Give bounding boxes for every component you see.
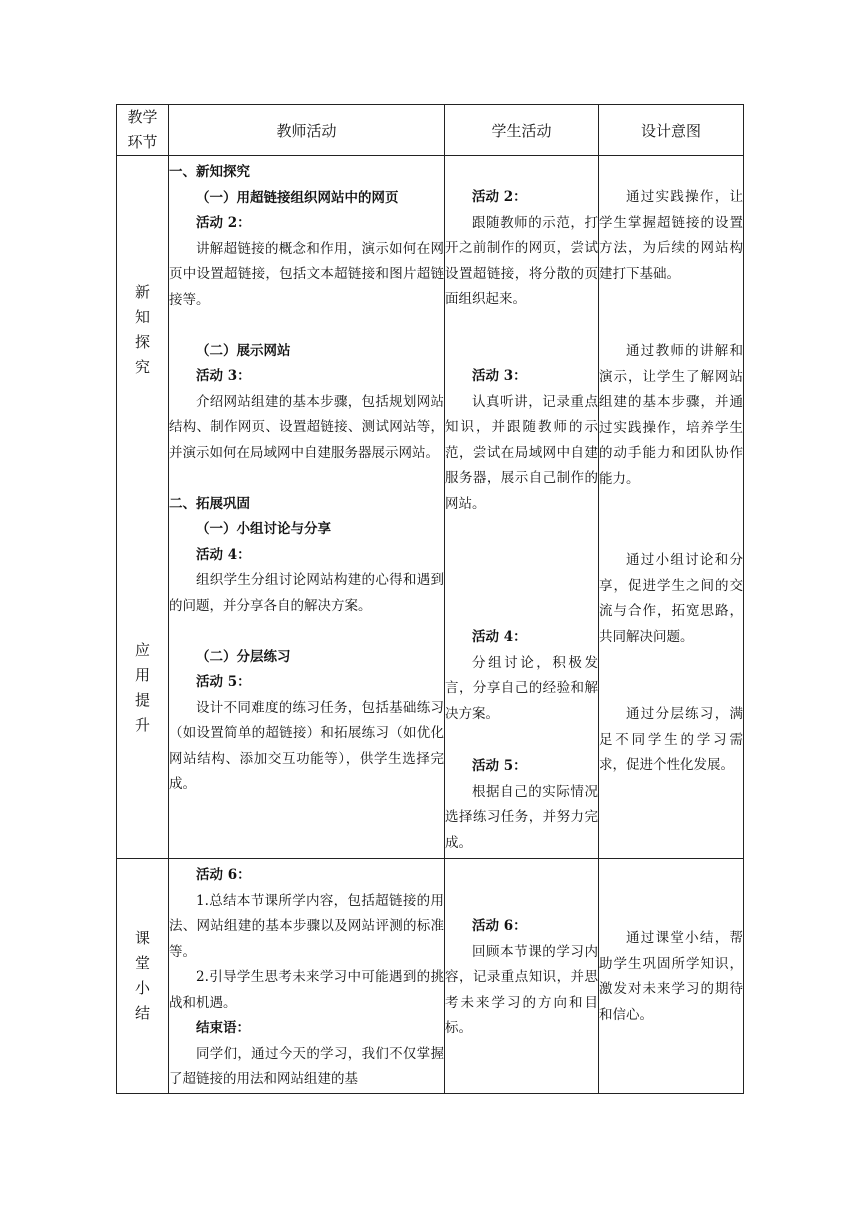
- row-summary: [117, 859, 744, 1094]
- activity-text: 组织学生分组讨论网站构建的心得和遇到的问题，并分享各自的解决方案。: [169, 572, 444, 614]
- teacher-cell-1: [169, 156, 445, 859]
- activity-label: 活动 2：: [196, 215, 251, 231]
- activity-label: 活动 5：: [472, 758, 527, 774]
- activity-text: 根据自己的实际情况选择练习任务，并努力完成。: [445, 783, 598, 851]
- activity-label: 活动 4：: [472, 629, 527, 645]
- header-student: 学生活动: [445, 105, 599, 156]
- stage-char: 探: [134, 333, 150, 351]
- intent-text: 通过小组讨论和分享，促进学生之间的交流与合作，拓宽思路，共同解决问题。: [599, 552, 743, 645]
- activity-text: 分组讨论，积极发言，分享自己的经验和解决方案。: [445, 654, 598, 722]
- header-teacher: 教师活动: [169, 105, 445, 156]
- activity-text: 设计不同难度的练习任务，包括基础练习（如设置简单的超链接）和拓展练习（如优化网站结构、添加交互功能等），供学生选择完成。: [169, 699, 444, 792]
- header-stage-line1: 教学: [127, 108, 158, 126]
- intent-cell-1: [599, 156, 744, 859]
- row-explore-apply: [117, 156, 744, 859]
- intent-cell-2: [599, 859, 744, 1094]
- student-cell-2: [445, 859, 599, 1094]
- intent-text: 通过实践操作，让学生掌握超链接的设置方法，为后续的网站构建打下基础。: [599, 189, 743, 282]
- stage-char: 知: [134, 308, 150, 326]
- lesson-plan-table: [116, 104, 744, 1094]
- activity-text: 讲解超链接的概念和作用，演示如何在网页中设置超链接，包括文本超链接和图片超链接等。: [169, 240, 444, 308]
- stage-char: 小: [134, 978, 150, 997]
- header-intent: 设计意图: [599, 105, 744, 156]
- stage-char: 提: [134, 691, 150, 709]
- header-row: [117, 105, 744, 156]
- stage-char: 课: [134, 928, 150, 947]
- stage-char: 结: [134, 1003, 150, 1022]
- summary-point: 1.总结本节课所学内容，包括超链接的用法、网站组建的基本步骤以及网站评测的标准等。: [169, 892, 444, 960]
- activity-label: 活动 2：: [472, 189, 527, 205]
- section-heading: 一、新知探究: [169, 164, 250, 180]
- stage-apply: [117, 638, 168, 738]
- activity-text: 跟随教师的示范，打开之前制作的网页，尝试设置超链接，将分散的页面组织起来。: [445, 214, 598, 307]
- intent-text: 通过教师的讲解和演示，让学生了解网站组建的基本步骤，并通过实践操作，培养学生的动手能力和团队协作能力。: [599, 343, 743, 487]
- stage-char: 用: [134, 666, 150, 684]
- subsection-heading: （一）用超链接组织网站中的网页: [196, 189, 399, 206]
- header-stage: [117, 105, 169, 156]
- stage-char: 堂: [134, 953, 150, 972]
- student-cell-1: [445, 156, 599, 859]
- summary-point: 2.引导学生思考未来学习中可能遇到的挑战和机遇。: [169, 969, 444, 1011]
- subsection-heading: （二）分层练习: [196, 648, 291, 665]
- teacher-cell-2: [169, 859, 445, 1094]
- subsection-heading: （一）小组讨论与分享: [196, 521, 331, 537]
- stage-char: 究: [134, 358, 150, 376]
- activity-label: 活动 4：: [196, 546, 251, 563]
- intent-text: 通过分层练习，满足不同学生的学习需求，促进个性化发展。: [599, 706, 743, 773]
- stage-char: 应: [134, 641, 150, 659]
- closing-label: 结束语：: [196, 1020, 250, 1036]
- header-stage-line2: 环节: [127, 133, 158, 151]
- subsection-heading: （二）展示网站: [196, 342, 291, 359]
- stage-char: 升: [134, 716, 150, 734]
- activity-label: 活动 6：: [472, 918, 527, 934]
- stage-char: 新: [134, 283, 150, 301]
- activity-label: 活动 5：: [196, 674, 251, 690]
- activity-label: 活动 3：: [472, 368, 527, 384]
- activity-label: 活动 3：: [196, 368, 251, 384]
- intent-text: 通过课堂小结，帮助学生巩固所学知识，激发对未来学习的期待和信心。: [599, 930, 743, 1023]
- activity-text: 回顾本节课的学习内容，记录重点知识，并思考未来学习的方向和目标。: [445, 943, 598, 1036]
- stage-cell-summary: [117, 859, 169, 1094]
- section-heading: 二、拓展巩固: [169, 495, 250, 512]
- closing-text: 同学们，通过今天的学习，我们不仅掌握了超链接的用法和网站组建的基: [169, 1045, 444, 1087]
- activity-label: 活动 6：: [196, 867, 251, 883]
- stage-explore: [117, 280, 168, 380]
- activity-text: 认真听讲，记录重点知识，并跟随教师的示范，尝试在局域网中自建服务器，展示自己制作的网站。: [445, 393, 598, 512]
- stage-cell-explore-apply: [117, 156, 169, 859]
- activity-text: 介绍网站组建的基本步骤，包括规划网站结构、制作网页、设置超链接、测试网站等，并演示如何在局域网中自建服务器展示网站。: [169, 393, 444, 461]
